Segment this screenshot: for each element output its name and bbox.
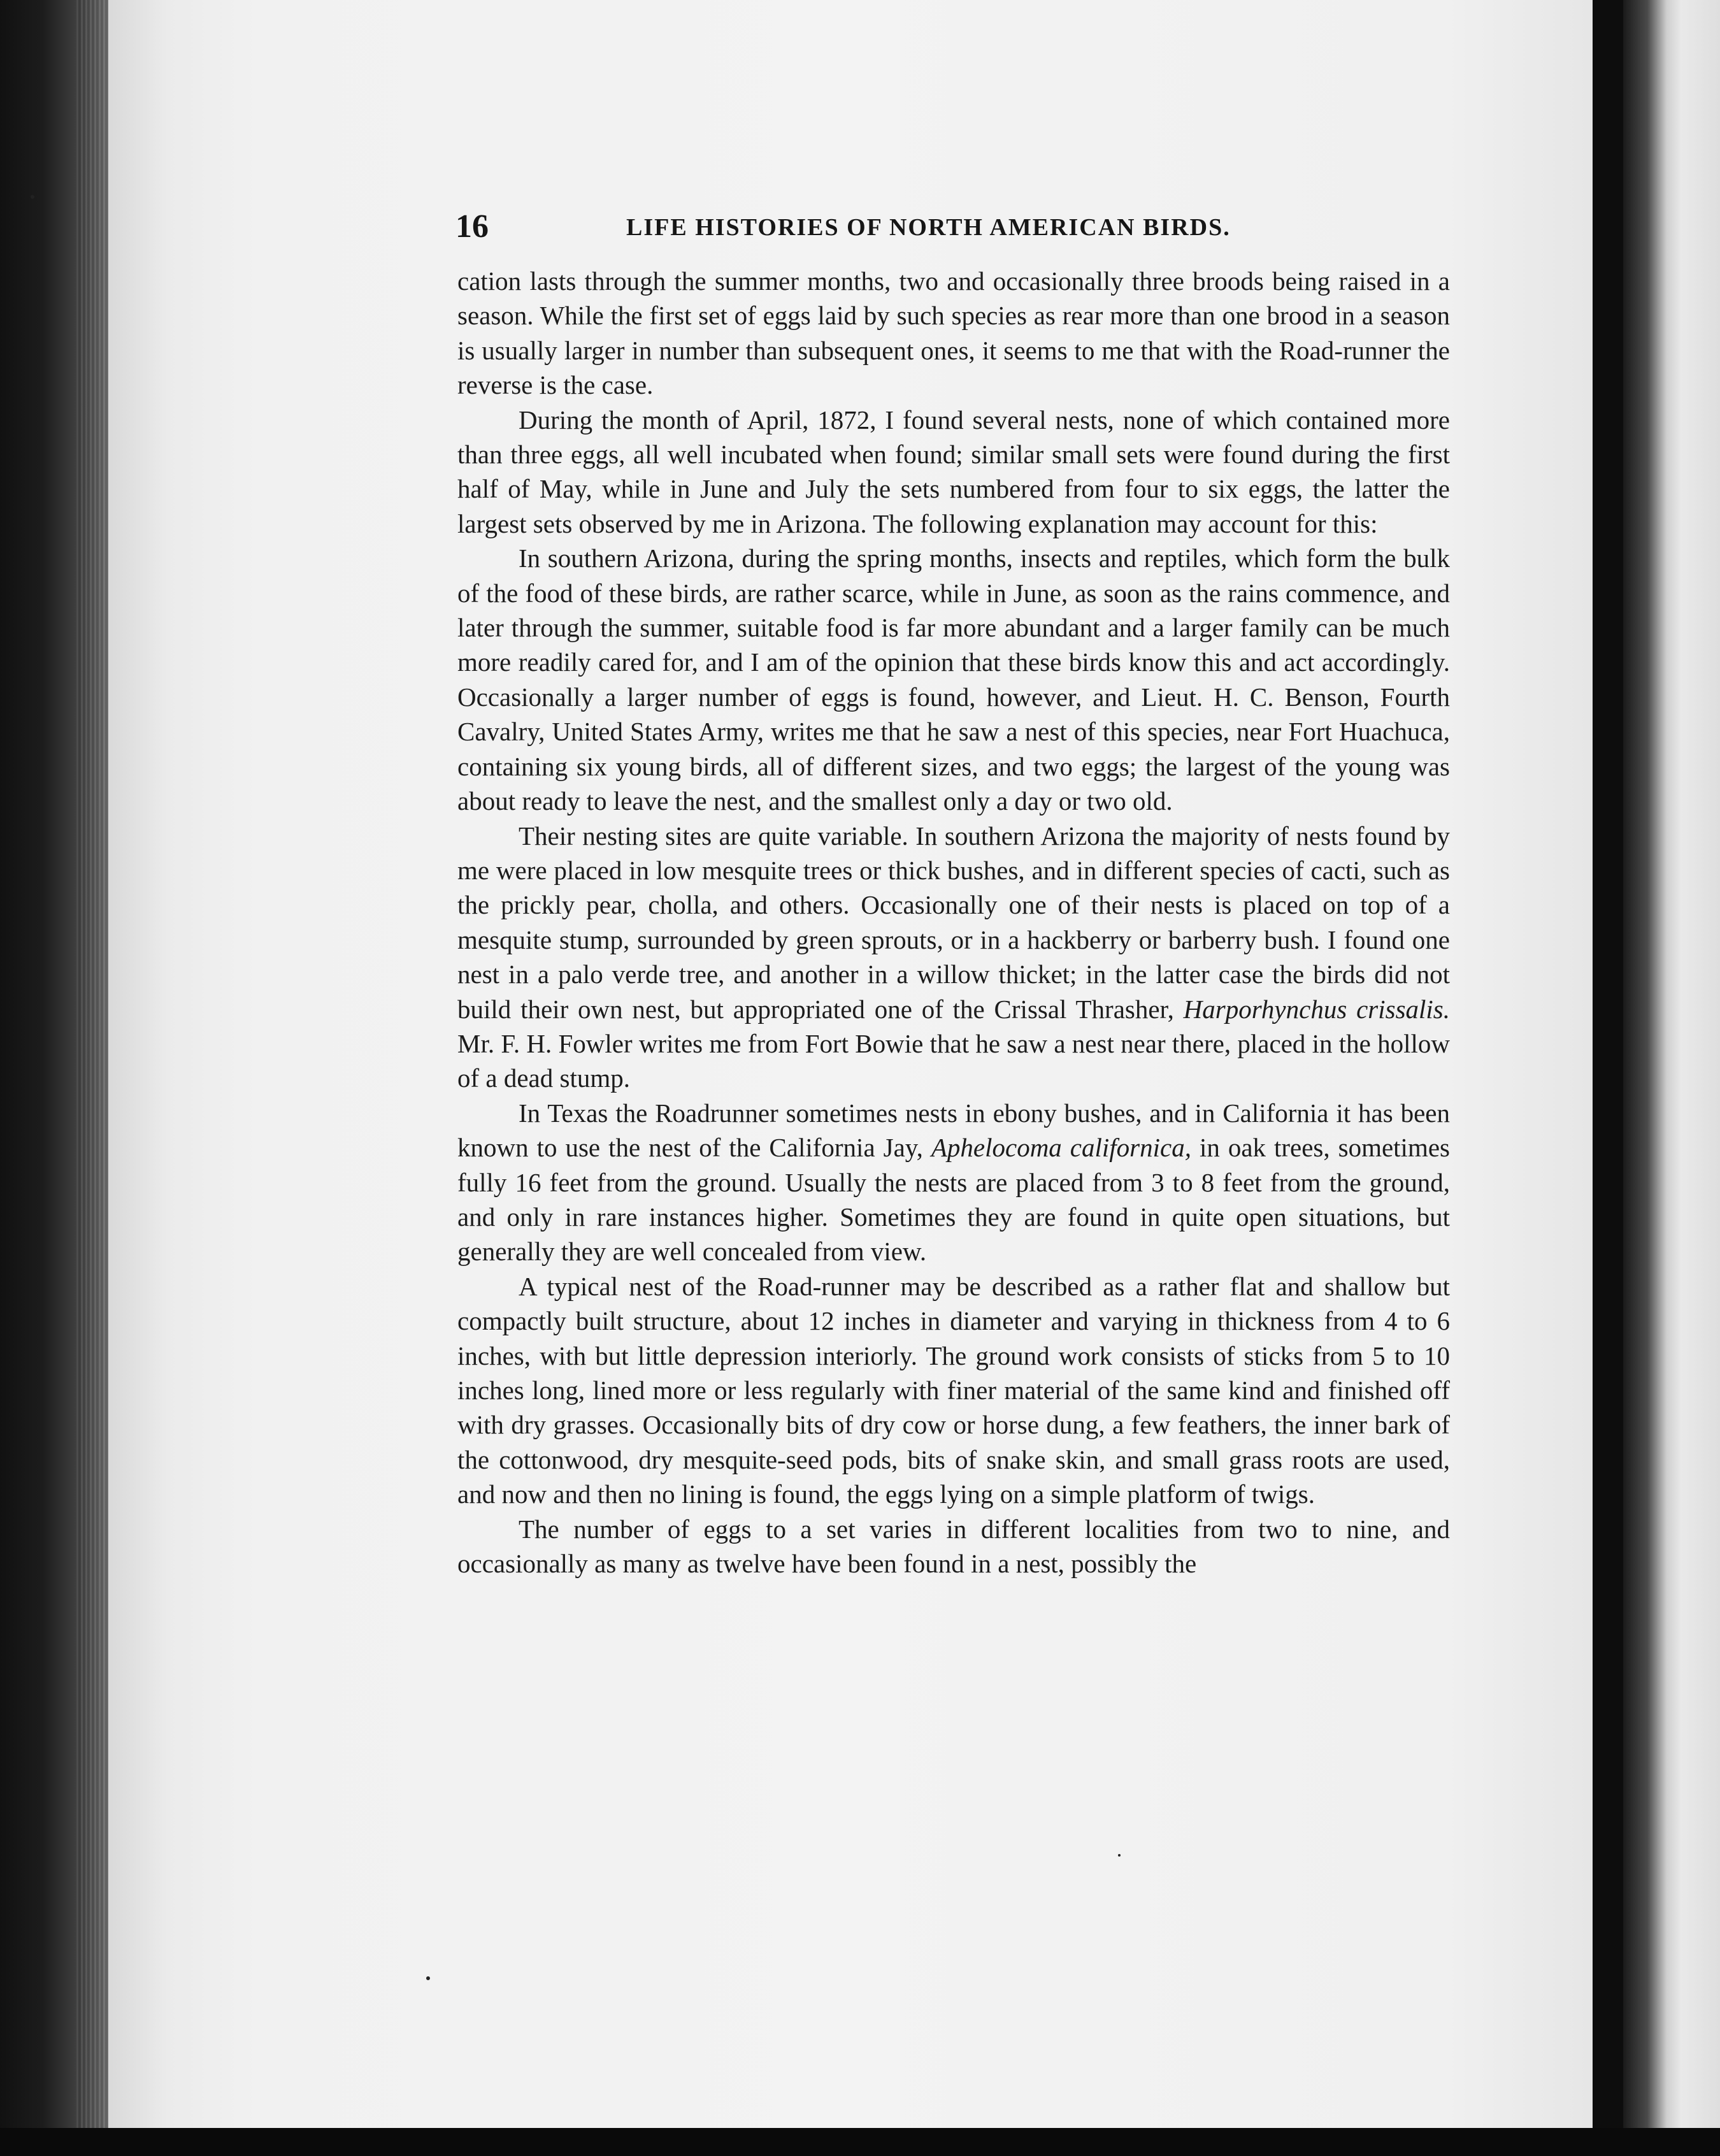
paragraph-text-continued: in oak trees, sometimes fully 16 feet from the ground. Usually the nests are placed from 3 to 8 feet from the ground, and only in rare instances higher. Sometimes they are found in quite open situations, but generally they are well concealed from view. [457,1133,1450,1267]
paragraph-text: cation lasts through the summer months, two and occasionally three broods being raised in a season. While the first set of eggs laid by such species as rear more than one brood in a season is usually larger in number than subsequent ones, it seems to me that with the Road-runner the reverse is the case. [457,266,1450,400]
next-page-sliver [1623,0,1720,2156]
paragraph-text: A typical nest of the Road-runner may be described as a rather flat and shallow but compactly built structure, about 12 inches in diameter and varying in thickness from 4 to 6 inches, with but little depression interiorly. The ground work consists of sticks from 5 to 10 inches long, lined more or less regularly with finer material of the same kind and finished off with dry grasses. Occasionally bits of dry cow or horse dung, a few feathers, the inner bark of the cottonwood, dry mesquite-seed pods, bits of snake skin, and small grass roots are used, and now and then no lining is found, the eggs lying on a simple platform of twigs. [457,1271,1450,1509]
paragraph [457,541,1450,818]
paragraph-text-continued: Mr. F. H. Fowler writes me from Fort Bowie that he saw a nest near there, placed in the hollow of a dead stump. [457,1028,1450,1093]
scan-speck [31,195,34,199]
body-text [457,264,1450,1581]
scan-speck [1118,1854,1121,1857]
paragraph [457,403,1450,542]
species-name-italic: Aphelocoma californica, [931,1133,1191,1163]
paragraph [457,1512,1450,1581]
page-header [455,208,1452,246]
paragraph [457,1269,1450,1512]
paragraph-text: In Texas the Roadrunner sometimes nests in ebony bushes, and in California it has been known to use the nest of the California Jay, [457,1098,1450,1163]
paragraph-text: Their nesting sites are quite variable. In southern Arizona the majority of nests found by me were placed in low mesquite trees or thick bushes, and in different species of cacti, such as the prickly pear, cholla, and others. Occasionally one of their nests is placed on top of a mesquite stump, surrounded by green sprouts, or in a hackberry or barberry bush. I found one nest in a palo verde tree, and another in a willow thicket; in the latter case the birds did not build their own nest, but appropriated one of the Crissal Thrasher, [457,821,1450,1024]
bottom-scan-edge [0,2128,1720,2156]
paragraph-text: During the month of April, 1872, I found several nests, none of which contained more than three eggs, all well incubated when found; similar small sets were found during the first half of May, while in June and July the sets numbered from four to six eggs, the latter the largest sets observed by me in Arizona. The following explanation may account for this: [457,405,1450,538]
paragraph-text: In southern Arizona, during the spring months, insects and reptiles, which form the bulk of the food of these birds, are rather scarce, while in June, as soon as the rains commence, and later through the summer, suitable food is far more abundant and a larger family can be much more readily cared for, and I am of the opinion that these birds know this and act accordingly. Occasionally a larger number of eggs is found, however, and Lieut. H. C. Benson, Fourth Cavalry, United States Army, writes me that he saw a nest of this species, near Fort Huachuca, containing six young birds, all of different sizes, and two eggs; the largest of the young was about ready to leave the nest, and the smallest only a day or two old. [457,543,1450,816]
paragraph-text: The number of eggs to a set varies in different localities from two to nine, and occasionally as many as twelve have been found in a nest, possibly the [457,1514,1450,1579]
running-title: LIFE HISTORIES OF NORTH AMERICAN BIRDS. [626,214,1231,241]
species-name-italic: Harporhynchus crissalis. [1183,994,1451,1024]
paragraph [457,264,1450,403]
paragraph [457,819,1450,1096]
scan-speck [426,1976,430,1980]
page-number: 16 [455,208,489,245]
paragraph [457,1096,1450,1269]
